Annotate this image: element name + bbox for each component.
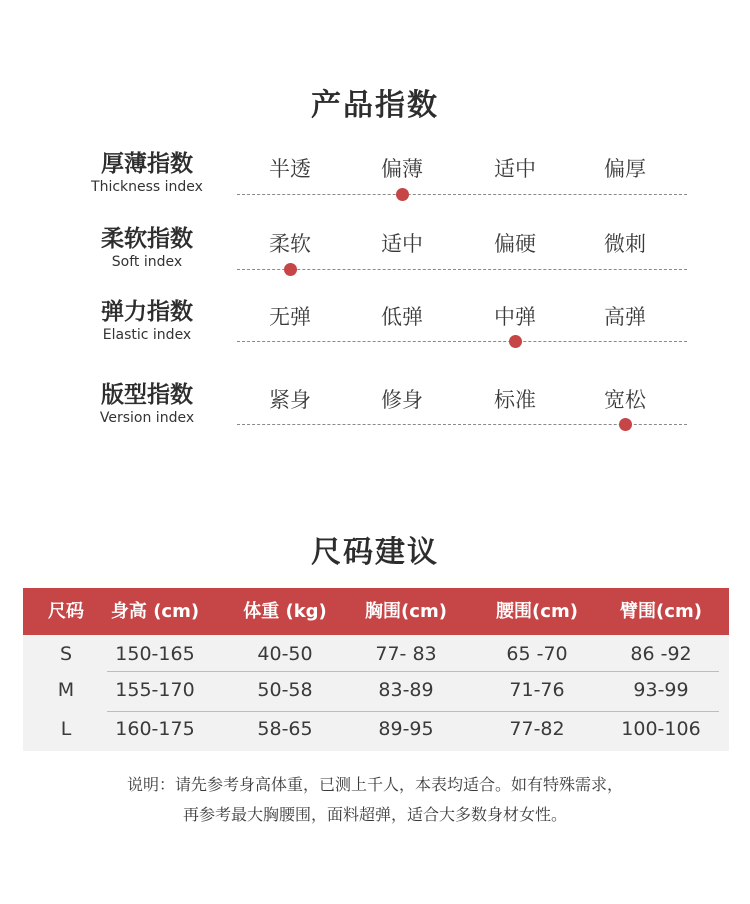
table-cell: 77- 83	[375, 643, 437, 665]
index-label	[62, 381, 232, 426]
index-option: 适中	[381, 232, 423, 256]
index-dotted-line	[237, 269, 687, 270]
index-option: 偏硬	[494, 232, 536, 256]
table-cell: 100-106	[621, 718, 701, 740]
table-header-cell: 腰围(cm)	[496, 601, 578, 622]
note-line-1: 说明：请先参考身高体重，已测上千人，本表均适合。如有特殊需求，	[126, 775, 623, 794]
index-marker-dot	[396, 188, 409, 201]
index-label-cn: 版型指数	[101, 382, 193, 408]
table-cell: 65 -70	[506, 643, 568, 665]
table-cell: 160-175	[115, 718, 195, 740]
size-suggestion-title: 尺码建议	[311, 535, 439, 570]
index-option: 紧身	[269, 388, 311, 412]
table-cell: 93-99	[633, 679, 689, 701]
index-label-en: Elastic index	[102, 327, 192, 343]
table-cell: 50-58	[257, 679, 313, 701]
index-row	[0, 381, 750, 451]
table-cell: M	[57, 679, 75, 701]
index-dotted-line	[237, 194, 687, 195]
index-option: 适中	[494, 157, 536, 181]
size-table-header	[23, 588, 729, 635]
index-row	[0, 150, 750, 220]
index-label	[62, 298, 232, 343]
table-cell: L	[60, 718, 72, 740]
index-option: 宽松	[604, 388, 646, 412]
index-option: 中弹	[494, 305, 536, 329]
index-label-cn: 弹力指数	[101, 299, 193, 325]
index-option: 偏薄	[381, 157, 423, 181]
index-label	[62, 150, 232, 195]
index-option: 高弹	[604, 305, 646, 329]
index-option: 修身	[381, 388, 423, 412]
product-index-title: 产品指数	[311, 88, 439, 123]
index-option: 低弹	[381, 305, 423, 329]
index-option: 偏厚	[604, 157, 646, 181]
index-label-cn: 柔软指数	[101, 226, 193, 252]
index-marker-dot	[619, 418, 632, 431]
table-cell: 71-76	[509, 679, 565, 701]
table-cell: 77-82	[509, 718, 565, 740]
table-cell: 89-95	[378, 718, 434, 740]
index-label-en: Version index	[99, 410, 195, 426]
table-header-cell: 胸围(cm)	[365, 601, 447, 622]
table-cell: 40-50	[257, 643, 313, 665]
table-header-cell: 尺码	[48, 601, 84, 622]
index-label-cn: 厚薄指数	[101, 151, 193, 177]
table-cell: 58-65	[257, 718, 313, 740]
index-option: 微刺	[604, 232, 646, 256]
table-cell: 83-89	[378, 679, 434, 701]
table-cell: 150-165	[115, 643, 195, 665]
table-header-cell: 体重 (kg)	[243, 601, 327, 622]
table-header-cell: 身高 (cm)	[110, 601, 200, 622]
index-row	[0, 298, 750, 368]
note-line-2: 再参考最大胸腰围，面料超弹，适合大多数身材女性。	[182, 805, 567, 824]
size-table	[23, 588, 729, 751]
index-dotted-line	[237, 341, 687, 342]
table-header-cell: 臂围(cm)	[620, 601, 702, 622]
index-label-en: Soft index	[111, 254, 183, 270]
table-cell: 155-170	[115, 679, 195, 701]
table-row-divider	[107, 671, 719, 672]
index-option: 标准	[494, 388, 536, 412]
index-option: 半透	[269, 157, 311, 181]
index-marker-dot	[509, 335, 522, 348]
index-row	[0, 225, 750, 295]
index-label	[62, 225, 232, 270]
index-marker-dot	[284, 263, 297, 276]
index-option: 柔软	[269, 232, 311, 256]
index-label-en: Thickness index	[91, 179, 203, 195]
table-cell: S	[59, 643, 73, 665]
index-option: 无弹	[269, 305, 311, 329]
table-cell: 86 -92	[630, 643, 692, 665]
table-row-divider	[107, 711, 719, 712]
